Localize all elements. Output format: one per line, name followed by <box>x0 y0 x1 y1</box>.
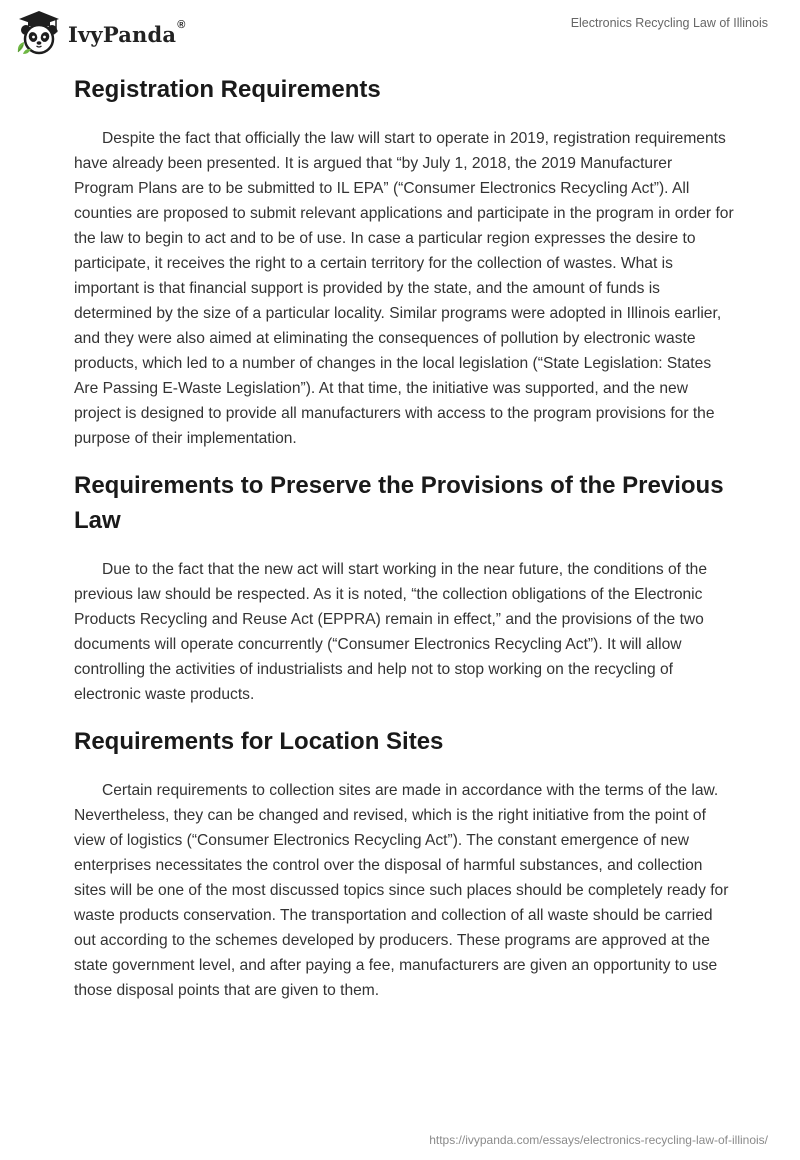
section-paragraph-registration: Despite the fact that officially the law will start to operate in 2019, registration requirements have already been presented. It is argued that “by July 1, 2018, the 2019 Manufacturer Program Plans are to be submitted to IL EPA” (“Consumer Electronics Recycling Act”). All counties are proposed to submit relevant applications and participate in the program in order for the law to begin to act and to be of use. In case a particular region expresses the desire to participate, it receives the right to a certain territory for the collection of wastes. What is important is that financial support is provided by the state, and the amount of funds is determined by the size of a particular locality. Similar programs were adopted in Illinois earlier, and they were also aimed at eliminating the consequences of pollution by electronic waste products, which led to a number of changes in the local legislation (“State Legislation: States Are Passing E-Waste Legislation”). At that time, the initiative was supported, and the new project is designed to provide all manufacturers with access to the program provisions for the purpose of their implementation. <box>74 130 734 447</box>
panda-graduate-icon <box>14 8 64 58</box>
ivypanda-logo[interactable] <box>14 8 186 58</box>
registered-mark: ® <box>177 18 186 31</box>
brand-name: IvyPanda® <box>68 18 186 47</box>
section-heading-location-sites: Requirements for Location Sites <box>74 728 444 755</box>
section-heading-previous-law: Requirements to Preserve the Provisions of the Previous Law <box>74 472 724 534</box>
essay-content <box>74 72 734 1003</box>
document-title: Electronics Recycling Law of Illinois <box>570 16 768 30</box>
section-paragraph-location-sites: Certain requirements to collection sites are made in accordance with the terms of the law. Nevertheless, they can be changed and revised, which is the right initiative from the point of view of logistics (“Consumer Electronics Recycling Act”). The constant emergence of new enterprises necessitates the control over the disposal of harmful substances, and collection sites will be one of the most discussed topics since such places should be completely ready for waste products conservation. The transportation and collection of all waste should be carried out according to the schemes developed by producers. These programs are approved at the state government level, and after paying a fee, manufacturers are given an opportunity to use those disposal points that are given to them. <box>74 782 729 999</box>
section-paragraph-previous-law: Due to the fact that the new act will start working in the near future, the conditions of the previous law should be respected. As it is noted, “the collection obligations of the Electronic Products Recycling and Reuse Act (EPPRA) remain in effect,” and the provisions of the two documents will operate concurrently (“Consumer Electronics Recycling Act”). It will allow controlling the activities of industrialists and help not to stop working on the recycling of electronic waste products. <box>74 561 708 703</box>
source-url[interactable]: https://ivypanda.com/essays/electronics-recycling-law-of-illinois/ <box>429 1133 768 1147</box>
section-heading-registration: Registration Requirements <box>74 76 381 103</box>
page-header <box>0 0 800 60</box>
